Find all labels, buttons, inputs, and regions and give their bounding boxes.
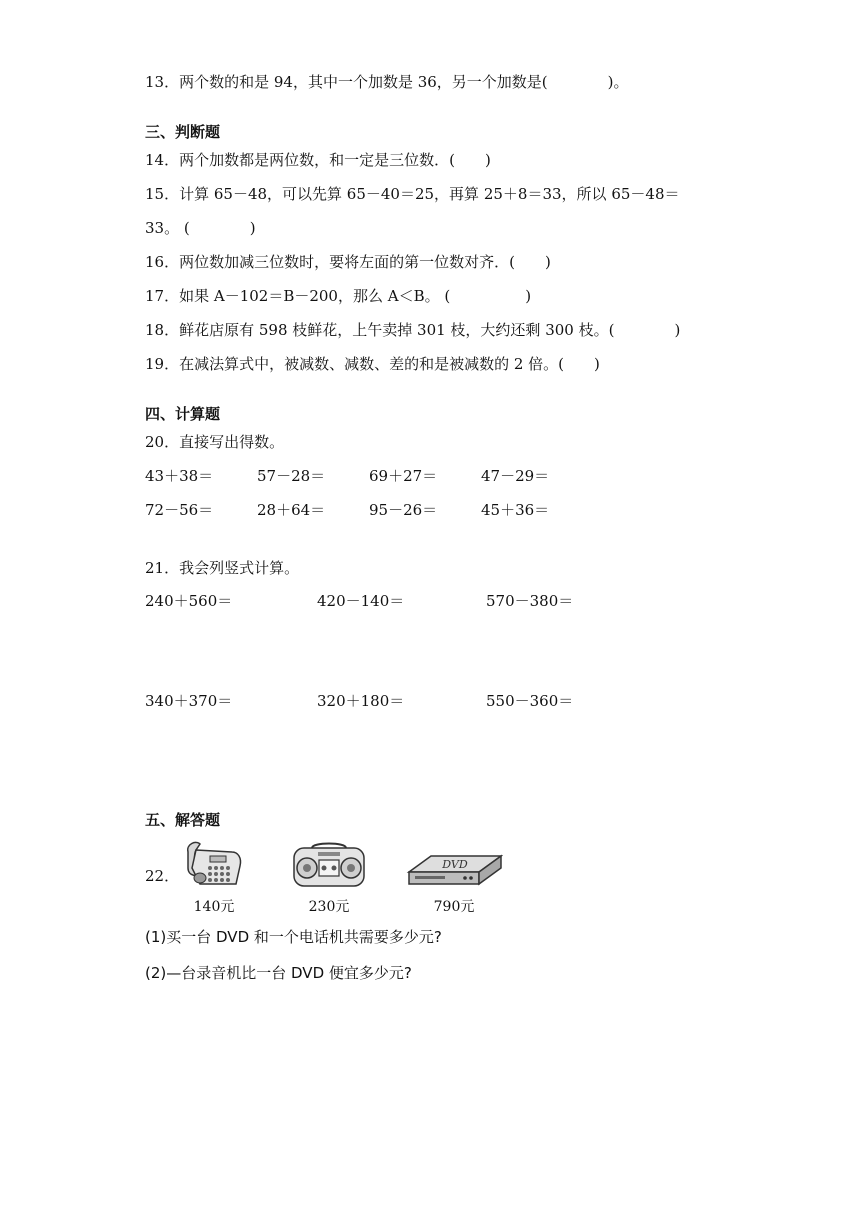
dvd-player-item — [404, 838, 504, 918]
telephone-price: 140元 — [193, 899, 235, 915]
q21-expression: 570－380＝ — [486, 592, 574, 610]
section-title-calculation: 四、计算题 — [145, 405, 221, 423]
question-13: 13．两个数的和是 94，其中一个加数是 36，另一个加数是( )。 — [145, 73, 629, 91]
q21-expression: 550－360＝ — [486, 692, 574, 710]
question-15-line2: 33。 ( ) — [145, 219, 256, 237]
q20-expression: 45＋36＝ — [481, 501, 550, 519]
question-22-part-1: (1)买一台 DVD 和一个电话机共需要多少元? — [145, 928, 442, 946]
question-22: 22． — [145, 867, 180, 885]
q20-expression: 28＋64＝ — [257, 501, 326, 519]
q20-expression: 95－26＝ — [369, 501, 438, 519]
question-18: 18．鲜花店原有 598 枝鲜花，上午卖掉 301 枝，大约还剩 300 枝。( ) — [145, 321, 681, 339]
radio-cassette-item — [288, 838, 370, 918]
q20-expression: 72－56＝ — [145, 501, 214, 519]
question-15-line1: 15．计算 65－48，可以先算 65－40＝25，再算 25＋8＝33，所以 65－48＝ — [145, 185, 680, 203]
radio-cassette-icon — [290, 838, 368, 890]
telephone-item — [178, 838, 250, 918]
q20-expression: 47－29＝ — [481, 467, 550, 485]
q20-expression: 57－28＝ — [257, 467, 326, 485]
dvd-player-icon — [405, 838, 503, 890]
question-21: 21．我会列竖式计算。 — [145, 559, 300, 577]
q20-row-2 — [145, 500, 645, 520]
q21-expression: 420－140＝ — [317, 592, 405, 610]
section-title-answers: 五、解答题 — [145, 811, 221, 829]
question-22-part-2: (2)—台录音机比一台 DVD 便宜多少元? — [145, 964, 412, 982]
q20-expression: 43＋38＝ — [145, 467, 214, 485]
q21-row-1 — [145, 591, 645, 611]
q20-expression: 69＋27＝ — [369, 467, 438, 485]
q21-expression: 240＋560＝ — [145, 592, 233, 610]
telephone-icon — [182, 838, 246, 890]
section-title-judgement: 三、判断题 — [145, 123, 221, 141]
question-17: 17．如果 A－102＝B－200，那么 A＜B。 ( ) — [145, 287, 532, 305]
question-19: 19．在减法算式中，被减数、减数、差的和是被减数的 2 倍。( ) — [145, 355, 600, 373]
dvd-label: DVD — [442, 858, 468, 871]
question-20: 20．直接写出得数。 — [145, 433, 285, 451]
q20-row-1 — [145, 466, 645, 486]
q21-expression: 320＋180＝ — [317, 692, 405, 710]
radio-cassette-price: 230元 — [308, 899, 350, 915]
q21-expression: 340＋370＝ — [145, 692, 233, 710]
question-14: 14．两个加数都是两位数，和一定是三位数．( ) — [145, 151, 491, 169]
q21-row-2 — [145, 691, 645, 711]
dvd-player-price: 790元 — [433, 899, 475, 915]
question-16: 16．两位数加减三位数时，要将左面的第一位数对齐．( ) — [145, 253, 551, 271]
